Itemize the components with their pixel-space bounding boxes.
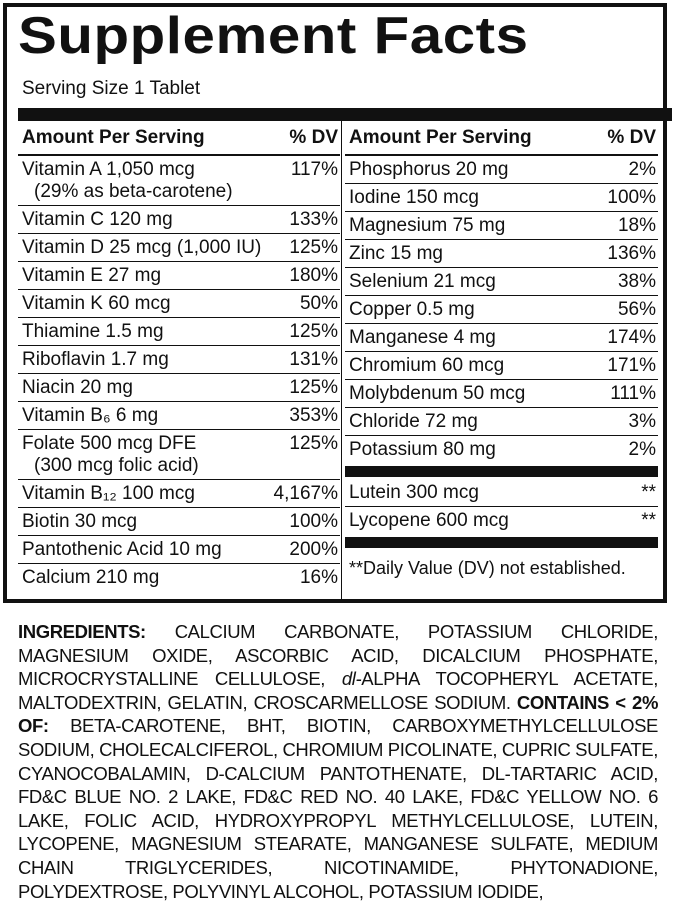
nutrient-dv: 125% — [289, 237, 338, 258]
nutrient-dv: 125% — [289, 377, 338, 398]
ingredients-list — [18, 620, 658, 903]
ingredients-text-1: CALCIUM CARBONATE, POTASSIUM CHLORIDE, MAGNESIUM OXIDE, ASCORBIC ACID, DICALCIUM PHOSPHATE, MICROCRYSTALLINE CELLULOSE, — [18, 621, 658, 690]
nutrient-row — [18, 206, 340, 234]
nutrient-dv: 136% — [607, 243, 656, 264]
nutrient-row — [345, 268, 658, 296]
nutrient-name: Lycopene 600 mcg — [349, 510, 509, 531]
nutrient-name: Vitamin A 1,050 mcg (29% as beta-carotene) — [22, 159, 233, 202]
nutrient-dv: 171% — [607, 355, 656, 376]
dv-header: % DV — [289, 126, 338, 148]
nutrient-name: Selenium 21 mcg — [349, 271, 496, 292]
nutrient-dv: 100% — [607, 187, 656, 208]
nutrient-name: Zinc 15 mg — [349, 243, 443, 264]
right-column — [345, 121, 658, 579]
nutrient-dv: 3% — [628, 411, 656, 432]
nutrient-dv: 111% — [610, 383, 656, 404]
nutrient-name: Molybdenum 50 mcg — [349, 383, 526, 404]
nutrient-dv: 100% — [289, 511, 338, 532]
nutrient-dv: 174% — [607, 327, 656, 348]
nutrient-name: Copper 0.5 mg — [349, 299, 475, 320]
nutrient-row — [345, 507, 658, 535]
column-divider — [341, 121, 342, 603]
nutrient-row — [345, 352, 658, 380]
nutrient-name: Potassium 80 mg — [349, 439, 496, 460]
nutrient-row — [345, 324, 658, 352]
left-column-header — [18, 121, 340, 156]
nutrient-name: Lutein 300 mcg — [349, 482, 479, 503]
nutrient-dv: 2% — [628, 439, 656, 460]
nutrient-dv: 2% — [628, 159, 656, 180]
nutrient-name: Riboflavin 1.7 mg — [22, 349, 169, 370]
nutrient-dv: 38% — [617, 271, 656, 292]
nutrient-row — [345, 296, 658, 324]
nutrient-name: Vitamin C 120 mg — [22, 209, 173, 230]
contains-label: CONTAINS < 2% OF: — [18, 691, 658, 737]
nutrient-name: Vitamin B₁₂ 100 mcg — [22, 483, 195, 504]
amount-header: Amount Per Serving — [349, 126, 532, 148]
nutrient-dv: 180% — [289, 265, 338, 286]
nutrient-subtext: (29% as beta-carotene) — [34, 181, 233, 202]
nutrient-row — [18, 346, 340, 374]
nutrient-row — [345, 479, 658, 507]
nutrient-row — [18, 234, 340, 262]
nutrient-row — [345, 184, 658, 212]
nutrient-name: Chromium 60 mcg — [349, 355, 505, 376]
ingredients-label: INGREDIENTS: — [18, 621, 146, 642]
nutrient-row — [18, 318, 340, 346]
contains-text: BETA-CAROTENE, BHT, BIOTIN, CARBOXYMETHYLCELLULOSE SODIUM, CHOLECALCIFEROL, CHROMIUM PICOLINATE, CUPRIC SULFATE, CYANOCOBALAMIN, D-CALCIUM PANTOTHENATE, DL-TARTARIC ACID, FD&C BLUE NO. 2 LAKE, FD&C RED NO. 40 LAKE, FD&C YELLOW NO. 6 LAKE, FOLIC ACID, HYDROXYPROPYL METHYLCELLULOSE, LUTEIN, LYCOPENE, MAGNESIUM STEARATE, MANGANESE SULFATE, MEDIUM CHAIN TRIGLYCERIDES, NICOTINAMIDE, PHYTONADIONE, POLYDEXTROSE, POLYVINYL ALCOHOL, POTASSIUM IODIDE, — [18, 715, 658, 902]
nutrient-name: Iodine 150 mcg — [349, 187, 479, 208]
nutrient-name: Biotin 30 mcg — [22, 511, 138, 532]
footnote: **Daily Value (DV) not established. — [349, 558, 626, 578]
thin-divider — [345, 466, 658, 477]
nutrient-row — [18, 564, 340, 592]
nutrient-name: Niacin 20 mg — [22, 377, 133, 398]
nutrient-row — [345, 240, 658, 268]
nutrient-dv: 16% — [299, 567, 338, 588]
nutrient-row — [18, 508, 340, 536]
nutrient-dv: 50% — [299, 293, 338, 314]
thick-divider — [18, 108, 672, 121]
nutrient-subtext: (300 mcg folic acid) — [34, 455, 199, 476]
nutrient-dv: 18% — [617, 215, 656, 236]
dv-header: % DV — [607, 126, 656, 148]
nutrient-name: Magnesium 75 mg — [349, 215, 506, 236]
left-column — [18, 121, 340, 592]
ingredients-italic: dl- — [341, 668, 362, 690]
nutrient-dv: 133% — [289, 209, 338, 230]
nutrient-name: Pantothenic Acid 10 mg — [22, 539, 222, 560]
nutrient-dv: 4,167% — [273, 483, 338, 504]
nutrient-name: Vitamin B₆ 6 mg — [22, 405, 159, 426]
amount-header: Amount Per Serving — [22, 126, 205, 148]
nutrient-row — [18, 536, 340, 564]
nutrient-row — [345, 380, 658, 408]
nutrient-dv: 200% — [289, 539, 338, 560]
nutrient-dv: 56% — [617, 299, 656, 320]
nutrient-row — [18, 402, 340, 430]
nutrient-row — [18, 262, 340, 290]
nutrient-dv: 117% — [290, 159, 338, 180]
ingredients-text-2: ALPHA TOCOPHERYL ACETATE, MALTODEXTRIN, GELATIN, CROSCARMELLOSE SODIUM. — [18, 668, 658, 713]
nutrient-name: Thiamine 1.5 mg — [22, 321, 164, 342]
right-column-header — [345, 121, 658, 156]
nutrient-name: Chloride 72 mg — [349, 411, 478, 432]
nutrient-dv: ** — [641, 482, 656, 503]
nutrient-row — [345, 212, 658, 240]
nutrient-row — [345, 436, 658, 464]
nutrient-dv: ** — [641, 510, 656, 531]
nutrient-name: Folate 500 mcg DFE (300 mcg folic acid) — [22, 433, 199, 476]
nutrient-name: Vitamin E 27 mg — [22, 265, 162, 286]
nutrient-row — [345, 156, 658, 184]
nutrient-name: Calcium 210 mg — [22, 567, 160, 588]
serving-size: Serving Size 1 Tablet — [22, 78, 201, 99]
nutrient-row — [18, 480, 340, 508]
nutrient-dv: 125% — [289, 433, 338, 454]
thin-divider — [345, 537, 658, 548]
nutrient-name: Vitamin K 60 mcg — [22, 293, 171, 314]
nutrient-row — [18, 290, 340, 318]
nutrient-row — [18, 430, 340, 480]
nutrient-name: Phosphorus 20 mg — [349, 159, 509, 180]
nutrient-row — [345, 408, 658, 436]
nutrient-row — [18, 156, 340, 206]
nutrient-dv: 131% — [289, 349, 338, 370]
nutrient-row — [18, 374, 340, 402]
nutrient-dv: 353% — [289, 405, 338, 426]
nutrient-name: Vitamin D 25 mcg (1,000 IU) — [22, 237, 262, 258]
panel-title: Supplement Facts — [18, 7, 529, 65]
nutrient-name: Manganese 4 mg — [349, 327, 496, 348]
nutrient-dv: 125% — [289, 321, 338, 342]
